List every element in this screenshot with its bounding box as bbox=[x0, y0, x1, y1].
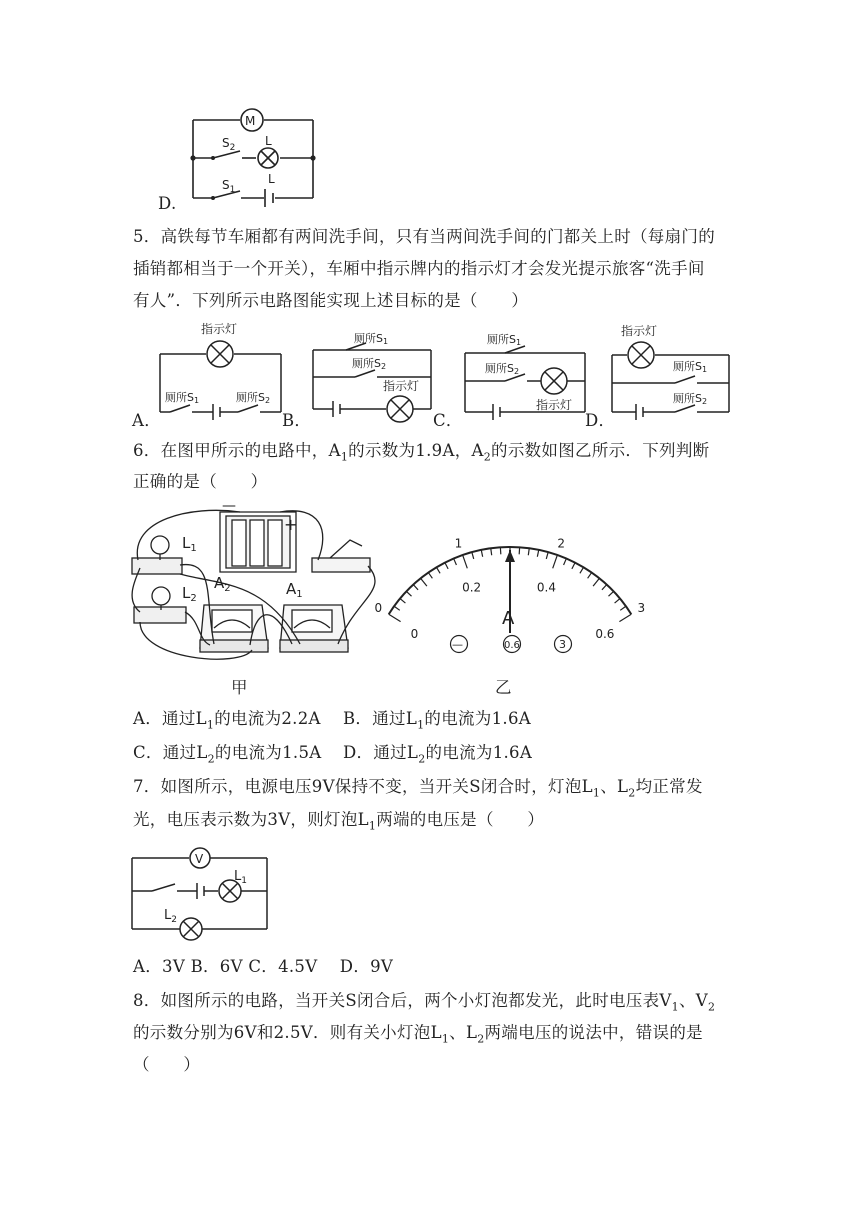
q6-figure-b-caption: 乙 bbox=[495, 678, 512, 697]
q5-line2: 插销都相当于一个开关），车厢中指示牌内的指示灯才会发光提示旅客“洗手间 bbox=[133, 259, 705, 278]
meter-lower-label: 0 bbox=[410, 627, 419, 642]
b-toilet-s1-label: 厕所S1 bbox=[354, 332, 389, 346]
meter-lower-label: 0.4 bbox=[536, 580, 557, 595]
d-indicator-label: 指示灯 bbox=[621, 324, 658, 338]
q5-line1: 5．高铁每节车厢都有两间洗手间，只有当两间洗手间的门都关上时（每扇门的 bbox=[133, 227, 715, 246]
q5-option-d[interactable]: D． bbox=[585, 411, 616, 430]
q6-option-c[interactable]: C．通过$L_2$的电流为1.5A bbox=[133, 743, 322, 766]
q8-line1: 8．如图所示的电路，当开关S闭合后，两个小灯泡都发光，此时电压表$V_1$、$V_2$ bbox=[133, 991, 716, 1014]
q6-figure-a-caption: 甲 bbox=[231, 678, 248, 697]
meter-unit: A bbox=[502, 608, 515, 629]
c-toilet-s2-label: 厕所S2 bbox=[485, 362, 520, 376]
q5-option-b[interactable]: B． bbox=[282, 411, 312, 430]
q7-line1: 7．如图所示，电源电压9V保持不变，当开关S闭合时，灯泡$L_1$、$L_2$均正常发 bbox=[133, 777, 703, 800]
lamp-label-bottom: L bbox=[268, 172, 275, 186]
meter-upper-label: 3 bbox=[637, 600, 646, 615]
terminal-3: 3 bbox=[559, 638, 566, 651]
a2-label: $A_2$ bbox=[214, 574, 231, 594]
d-toilet-s2-label: 厕所S2 bbox=[673, 392, 708, 406]
a1-label: $A_1$ bbox=[286, 580, 303, 600]
q5-line3: 有人”．下列所示电路图能实现上述目标的是（ ） bbox=[133, 291, 529, 310]
q8-line2: 的示数分别为6V和2.5V．则有关小灯泡$L_1$、$L_2$两端电压的说法中，错误的是 bbox=[133, 1023, 703, 1046]
meter-upper-label: 1 bbox=[454, 536, 463, 551]
q6-option-a[interactable]: A．通过$L_1$的电流为2.2A bbox=[133, 709, 321, 732]
q5-option-c[interactable]: C． bbox=[433, 411, 463, 430]
battery-plus: + bbox=[284, 515, 298, 534]
terminal-negative: — bbox=[452, 638, 463, 651]
b-toilet-s2-label: 厕所S2 bbox=[352, 357, 387, 371]
meter-lower-label: 0.6 bbox=[595, 627, 615, 642]
l1-label: $L_1$ bbox=[234, 869, 247, 886]
s2-label: $S_2$ bbox=[222, 136, 236, 153]
c-indicator-label: 指示灯 bbox=[536, 398, 573, 412]
q6-option-d[interactable]: D．通过$L_2$的电流为1.6A bbox=[343, 743, 533, 766]
q7-options[interactable]: A．3V B．6V C．4.5V D．9V bbox=[133, 957, 394, 976]
s1-label: $S_1$ bbox=[222, 178, 236, 195]
l1-label: $L_1$ bbox=[182, 534, 197, 554]
b-indicator-label: 指示灯 bbox=[383, 379, 420, 393]
q8-line3: （ ） bbox=[133, 1055, 201, 1074]
terminal-0-6: 0.6 bbox=[504, 640, 520, 651]
q4-option-d-label: D. bbox=[158, 194, 177, 213]
q6-line2: 正确的是（ ） bbox=[133, 472, 268, 491]
q6-line1: 6．在图甲所示的电路中，$A_1$的示数为1.9A，$A_2$的示数如图乙所示．下列判断 bbox=[133, 441, 710, 464]
l2-label: $L_2$ bbox=[182, 584, 197, 604]
c-toilet-s1-label: 厕所S1 bbox=[487, 333, 522, 347]
d-toilet-s1-label: 厕所S1 bbox=[673, 360, 708, 374]
q6-option-b[interactable]: B．通过$L_1$的电流为1.6A bbox=[343, 709, 531, 732]
voltmeter-label: V bbox=[195, 852, 204, 866]
a-toilet-s1-label: 厕所S1 bbox=[165, 391, 200, 405]
meter-lower-label: 0.2 bbox=[462, 580, 482, 595]
meter-upper-label: 0 bbox=[374, 600, 383, 615]
q7-line2: 光，电压表示数为3V，则灯泡$L_1$两端的电压是（ ） bbox=[133, 810, 545, 833]
motor-label: M bbox=[245, 114, 256, 128]
a-indicator-label: 指示灯 bbox=[201, 322, 238, 336]
a-toilet-s2-label: 厕所S2 bbox=[236, 391, 271, 405]
battery-minus: — bbox=[222, 498, 236, 514]
lamp-label-top: L bbox=[265, 134, 272, 148]
q5-option-a[interactable]: A． bbox=[132, 411, 162, 430]
l2-label: $L_2$ bbox=[164, 908, 177, 925]
meter-upper-label: 2 bbox=[557, 536, 565, 551]
